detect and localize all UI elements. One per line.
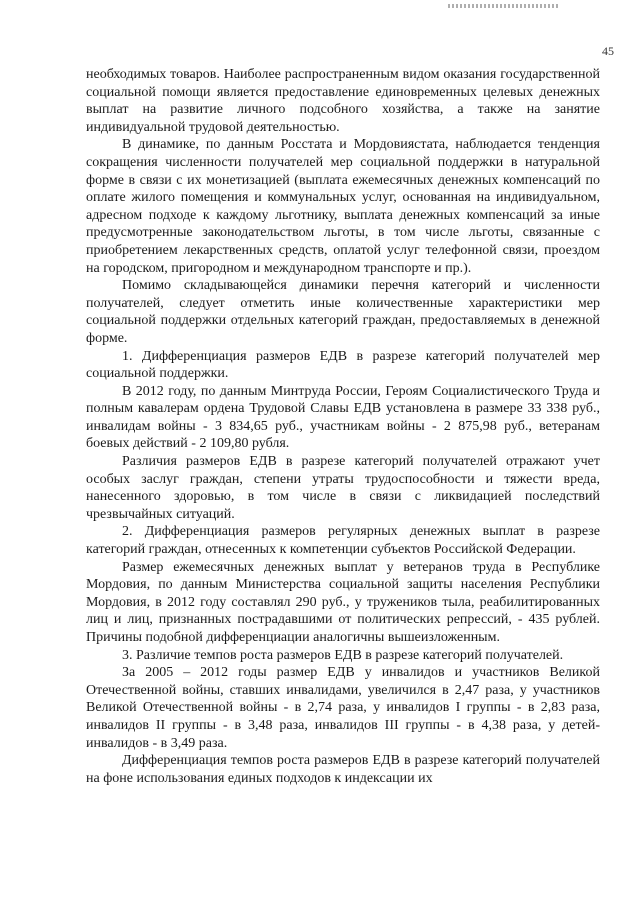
scan-artifact (448, 4, 558, 8)
paragraph: За 2005 – 2012 годы размер ЕДВ у инвалидов и участников Великой Отечественной войны, ставших инвалидами, увеличился в 2,47 раза, у участников Великой Отечественной войны - в 2,74 раза, у инвалидов I группы - в 2,83 раза, инвалидов II группы - в 3,48 раза, инвалидов III группы - в 4,38 раза, у детей-инвалидов - в 3,49 раза. (86, 665, 600, 751)
paragraph: Размер ежемесячных денежных выплат у ветеранов труда в Республике Мордовия, по данным Министерства социальной защиты населения Республики Мордовия, в 2012 году составлял 290 руб., у тружеников тыла, реабилитированных лиц и лиц, признанных пострадавшими от политических репрессий, - 435 рублей. Причины подобной дифференциации аналогичны вышеизложенным. (86, 559, 600, 645)
paragraph: 2. Дифференциация размеров регулярных денежных выплат в разрезе категорий граждан, отнесенных к компетенции субъектов Российской Федерации. (86, 524, 600, 558)
paragraph: В 2012 году, по данным Минтруда России, Героям Социалистического Труда и полным кавалерам ордена Трудовой Славы ЕДВ установлена в размере 33 338 руб., инвалидам войны - 3 834,65 руб., участникам войны - 2 875,98 руб., ветеранам боевых действий - 2 109,80 рубля. (86, 383, 600, 452)
paragraph: 3. Различие темпов роста размеров ЕДВ в разрезе категорий получателей. (122, 647, 564, 663)
paragraph: необходимых товаров. Наиболее распространенным видом оказания государственной социальной помощи является предоставление единовременных целевых денежных выплат на развитие личного подсобного хозяйства, а также на занятие индивидуальной трудовой деятельностью. (86, 67, 600, 135)
paragraph: Дифференциация темпов роста размеров ЕДВ в разрезе категорий получателей на фоне использования единых подходов к индексации их (86, 753, 600, 786)
document-body (86, 66, 600, 787)
page-number: 45 (602, 44, 614, 58)
paragraph: Помимо складывающейся динамики перечня категорий и численности получателей, следует отметить иные количественные характеристики мер социальной поддержки отдельных категорий граждан, предоставляемых в денежной форме. (86, 278, 600, 346)
paragraph: В динамике, по данным Росстата и Мордовиястата, наблюдается тенденция сокращения численности получателей мер социальной поддержки в натуральной форме в связи с их монетизацией (выплата ежемесячных денежных компенсаций по оплате жилого помещения и коммунальных услуг, основанная на индивидуальном, адресном подходе к каждому льготнику, выплата денежных компенсаций за иные предусмотренные законодательством льготы, в том числе льготы, связанные с приобретением лекарственных средств, оплатой услуг телефонной связи, проездом на городском, пригородном и международном транспорте и пр.). (86, 137, 600, 276)
paragraph: Различия размеров ЕДВ в разрезе категорий получателей отражают учет особых заслуг граждан, степени утраты трудоспособности и тяжести вреда, нанесенного здоровью, в том числе в связи с ликвидацией последствий чрезвычайных ситуаций. (86, 454, 600, 522)
paragraph: 1. Дифференциация размеров ЕДВ в разрезе категорий получателей мер социальной поддержки. (86, 348, 600, 382)
